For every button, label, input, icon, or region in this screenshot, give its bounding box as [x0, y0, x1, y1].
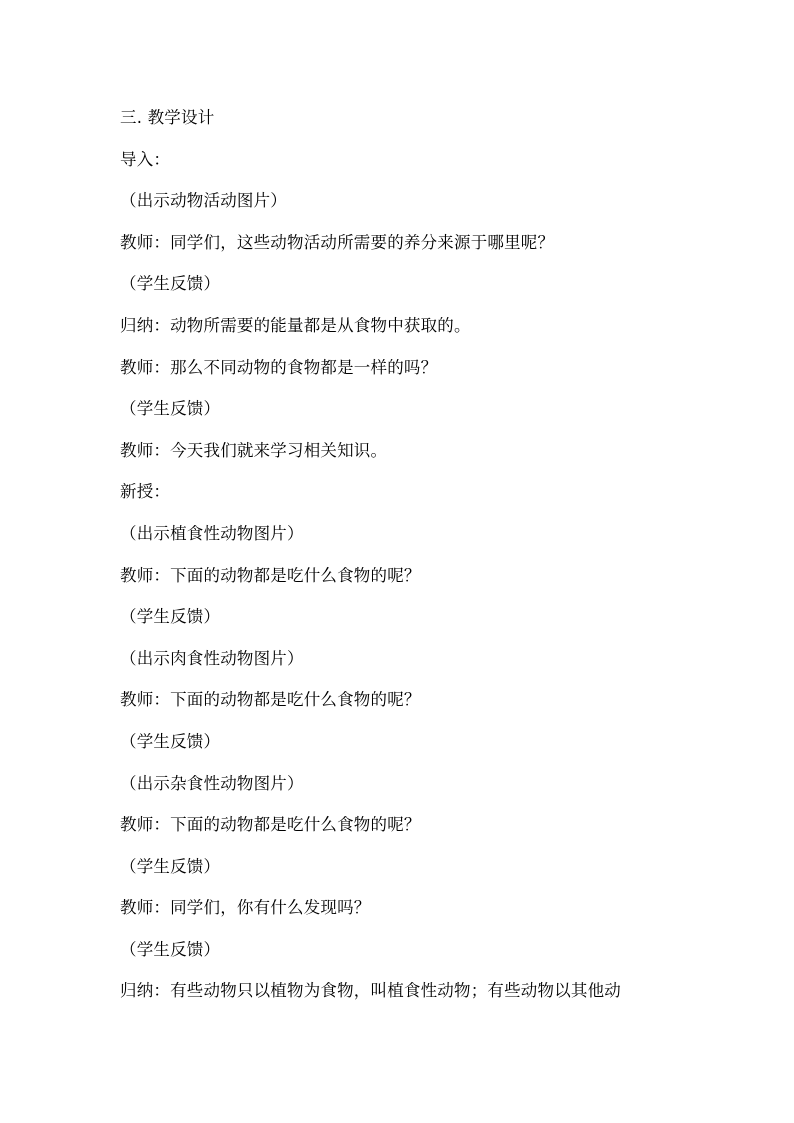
stage-direction: （出示动物活动图片） [120, 191, 287, 211]
stage-direction: （出示肉食性动物图片） [120, 648, 304, 668]
student-feedback: （学生反馈） [120, 607, 221, 627]
subsection-label-new-lesson: 新授： [120, 482, 171, 502]
teacher-line: 教师：今天我们就来学习相关知识。 [120, 440, 388, 460]
teacher-line: 教师：那么不同动物的食物都是一样的吗？ [120, 357, 438, 377]
student-feedback: （学生反馈） [120, 856, 221, 876]
student-feedback: （学生反馈） [120, 939, 221, 959]
stage-direction: （出示杂食性动物图片） [120, 773, 304, 793]
teacher-line: 教师：同学们，这些动物活动所需要的养分来源于哪里呢？ [120, 232, 555, 252]
summary-line: 归纳：动物所需要的能量都是从食物中获取的。 [120, 315, 471, 335]
stage-direction: （出示植食性动物图片） [120, 523, 304, 543]
teacher-line: 教师：下面的动物都是吃什么食物的呢？ [120, 815, 421, 835]
student-feedback: （学生反馈） [120, 274, 221, 294]
student-feedback: （学生反馈） [120, 731, 221, 751]
section-heading: 三. 教学设计 [120, 108, 215, 127]
summary-line: 归纳：有些动物只以植物为食物，叫植食性动物；有些动物以其他动 [120, 981, 621, 1001]
teacher-line: 教师：下面的动物都是吃什么食物的呢？ [120, 565, 421, 585]
teacher-line: 教师：同学们，你有什么发现吗？ [120, 898, 371, 918]
subsection-label-intro: 导入： [120, 149, 171, 169]
document-body [120, 104, 720, 1019]
teacher-line: 教师：下面的动物都是吃什么食物的呢？ [120, 690, 421, 710]
student-feedback: （学生反馈） [120, 399, 221, 419]
